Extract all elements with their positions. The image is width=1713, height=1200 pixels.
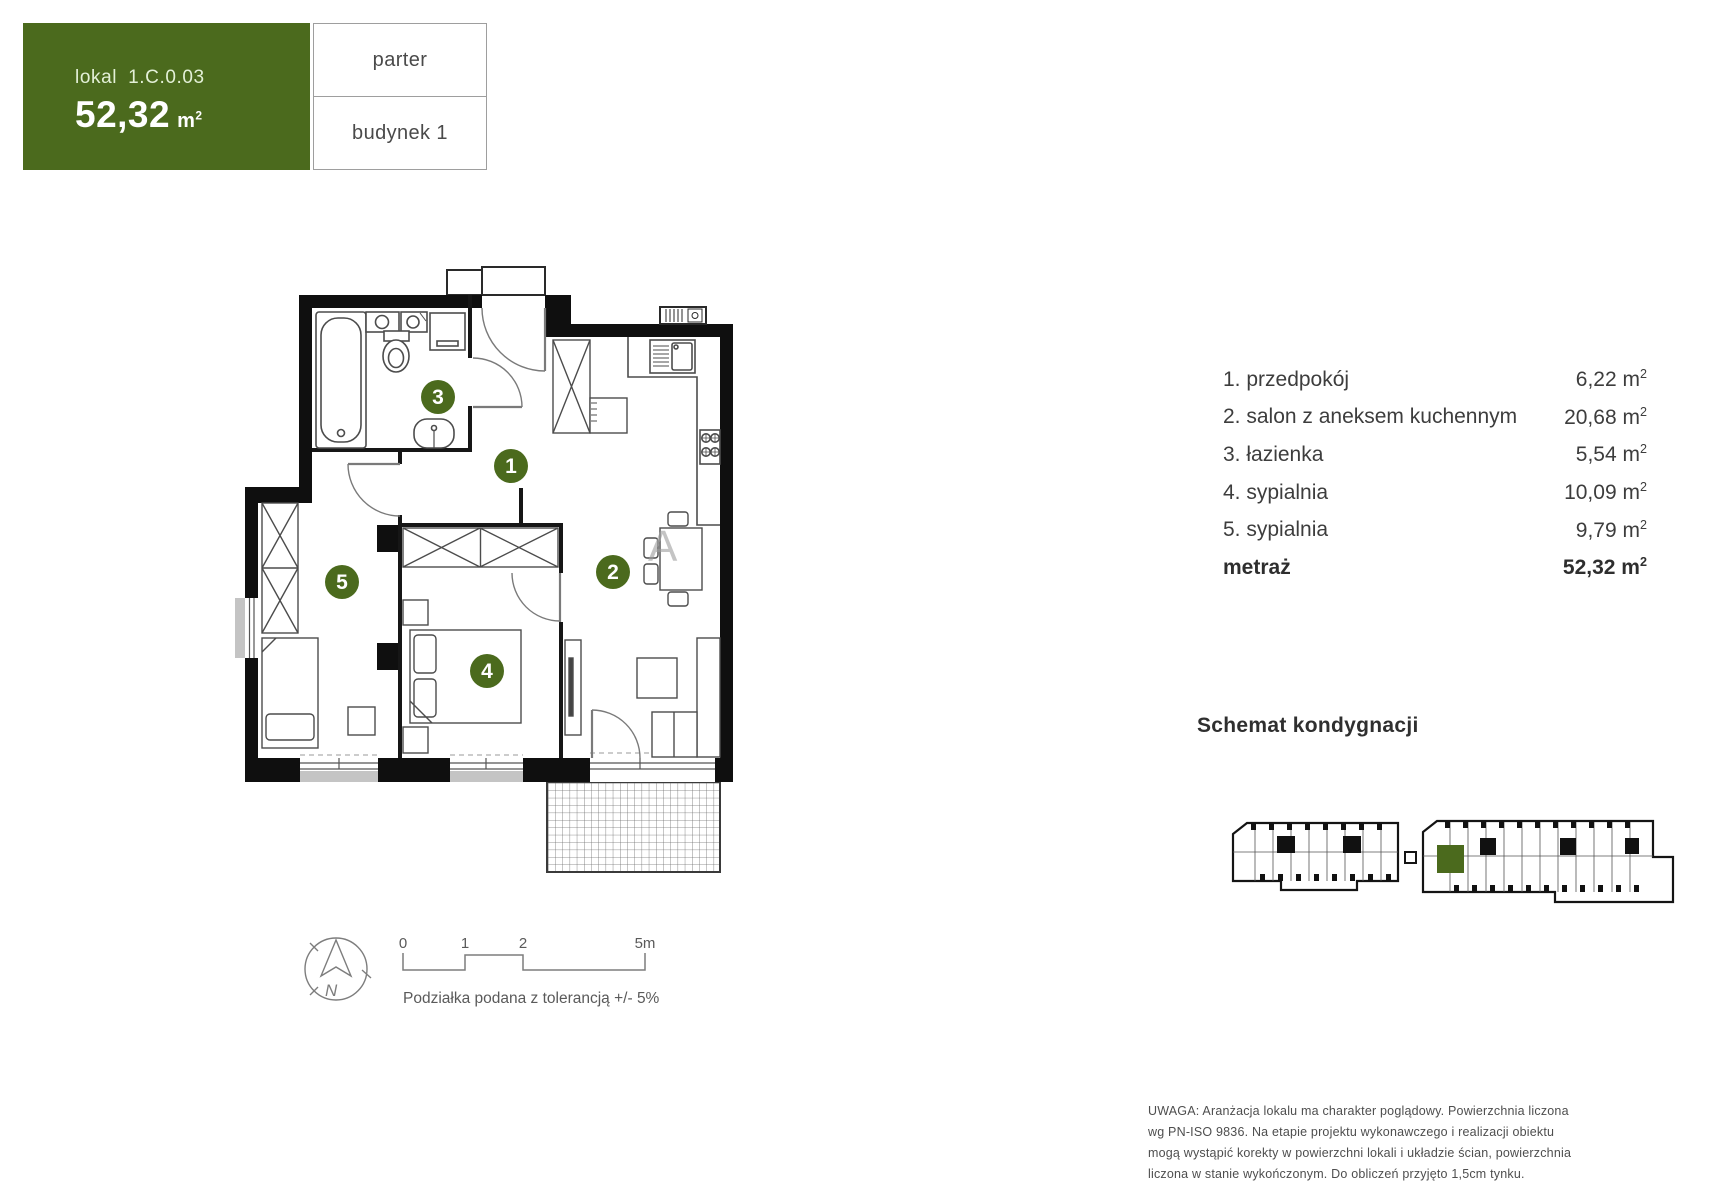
room-label: 1. przedpokój [1223, 367, 1350, 391]
room4-bed [410, 630, 521, 723]
room-label: 4. sypialnia [1223, 480, 1329, 504]
schematic-title: Schemat kondygnacji [1197, 714, 1419, 737]
disclaimer-line: wg PN-ISO 9836. Na etapie projektu wykonawczego i realizacji obiektu [1148, 1125, 1555, 1139]
compass-rose [305, 938, 371, 1000]
unit-number-line [75, 67, 310, 89]
building-b-outline [1423, 821, 1673, 902]
room1-number: 1 [505, 455, 517, 478]
scale-tick-1: 1 [460, 935, 470, 952]
unit-number: 1.C.0.03 [128, 67, 205, 88]
scale-tick-5m: 5m [634, 935, 656, 952]
tv-stand [565, 640, 581, 735]
room5-number: 5 [336, 571, 348, 594]
unit-area-line: 52,32 $m^2$ [75, 94, 203, 135]
scale-bar [399, 935, 656, 970]
unit-area-value: 52,32 [75, 94, 171, 135]
north-label: N [325, 981, 338, 1000]
disclaimer-text [1148, 1101, 1571, 1185]
kitchen-sink [650, 340, 695, 373]
table-row: 4. sypialnia 10,09 $m^2$ [1223, 480, 1647, 505]
room2-number: 2 [607, 561, 619, 584]
room5-nightstand [348, 707, 375, 735]
hall-cabinet [590, 398, 627, 433]
disclaimer-line: UWAGA: Aranżacja lokalu ma charakter poglądowy. Powierzchnia liczona [1148, 1104, 1569, 1118]
room5-bed [262, 638, 318, 748]
disclaimer-line: mogą wystąpić korekty w powierzchni lokali i układzie ścian, powierzchnia [1148, 1146, 1572, 1160]
room-label: 2. salon z aneksem kuchennym [1223, 405, 1518, 429]
room-label: 5. sypialnia [1223, 518, 1329, 542]
balcony-grid [548, 783, 719, 871]
unit-label: lokal [75, 67, 118, 88]
table-row: 3. łazienka 5,54 $m^2$ [1223, 442, 1647, 467]
room4-nightstand-bottom [403, 727, 428, 753]
room4-door [512, 573, 560, 622]
north-arrow-icon [321, 940, 351, 976]
washbasin-counter [366, 312, 427, 332]
disclaimer-line: liczona w stanie wykończonym. Do obliczeń przyjęto 1,5cm tynku. [1148, 1167, 1525, 1181]
bathroom-sink [414, 419, 454, 448]
window-left-wall [235, 598, 258, 658]
building-label: budynek 1 [352, 121, 448, 144]
bathroom-fixtures [316, 312, 465, 448]
balcony-terrace [547, 782, 720, 872]
window-room4 [450, 755, 523, 782]
scale-tick-0: 0 [398, 935, 408, 952]
entrance-recess [447, 267, 545, 295]
hallway-furniture [553, 340, 627, 433]
table-row: 5. sypialnia 9,79 $m^2$ [1223, 517, 1647, 542]
unit-info-card [23, 23, 310, 170]
scale-tick-2: 2 [518, 935, 528, 952]
coffee-table [637, 658, 677, 698]
room4-nightstand-top [403, 600, 428, 625]
room5-furniture [262, 503, 375, 748]
total-label: metraż [1223, 555, 1291, 579]
building-a-outline [1233, 823, 1398, 890]
room-area-table [1223, 361, 1647, 587]
watermark-letter: A [648, 522, 678, 571]
window-room5 [300, 755, 378, 782]
utility-shaft [660, 307, 706, 324]
washing-machine [430, 313, 465, 350]
floor-plan-drawing [230, 258, 740, 880]
floor-building-card [313, 23, 487, 170]
total-area-row: metraż 52,32 $m^2$ [1223, 555, 1647, 580]
floor-label: parter [314, 24, 486, 97]
room4-wardrobe [403, 528, 558, 567]
unit-area-unit: m [177, 110, 196, 132]
table-row: 1. przedpokój 6,22 $m^2$ [1223, 367, 1647, 392]
room5-wardrobe [262, 503, 298, 633]
hall-wardrobe [553, 340, 590, 433]
stove [700, 430, 720, 464]
scale-tolerance-note: Podziałka podana z tolerancją +/- 5% [403, 990, 660, 1007]
toilet [383, 331, 409, 372]
bathtub [316, 312, 366, 448]
building-connector [1405, 852, 1416, 863]
room3-number: 3 [432, 386, 444, 409]
doors [348, 308, 560, 622]
room4-number: 4 [481, 660, 493, 683]
unit-highlight [1437, 845, 1464, 873]
room4-furniture [403, 528, 558, 753]
kitchen-area [628, 337, 720, 525]
floor-schematic [1225, 812, 1713, 907]
table-row: 2. salon z aneksem kuchennym 20,68 $m^2$ [1223, 404, 1647, 429]
bathroom-door [473, 358, 522, 407]
room-label: 3. łazienka [1223, 442, 1324, 466]
living-furniture [565, 512, 720, 757]
room5-door [348, 464, 400, 516]
